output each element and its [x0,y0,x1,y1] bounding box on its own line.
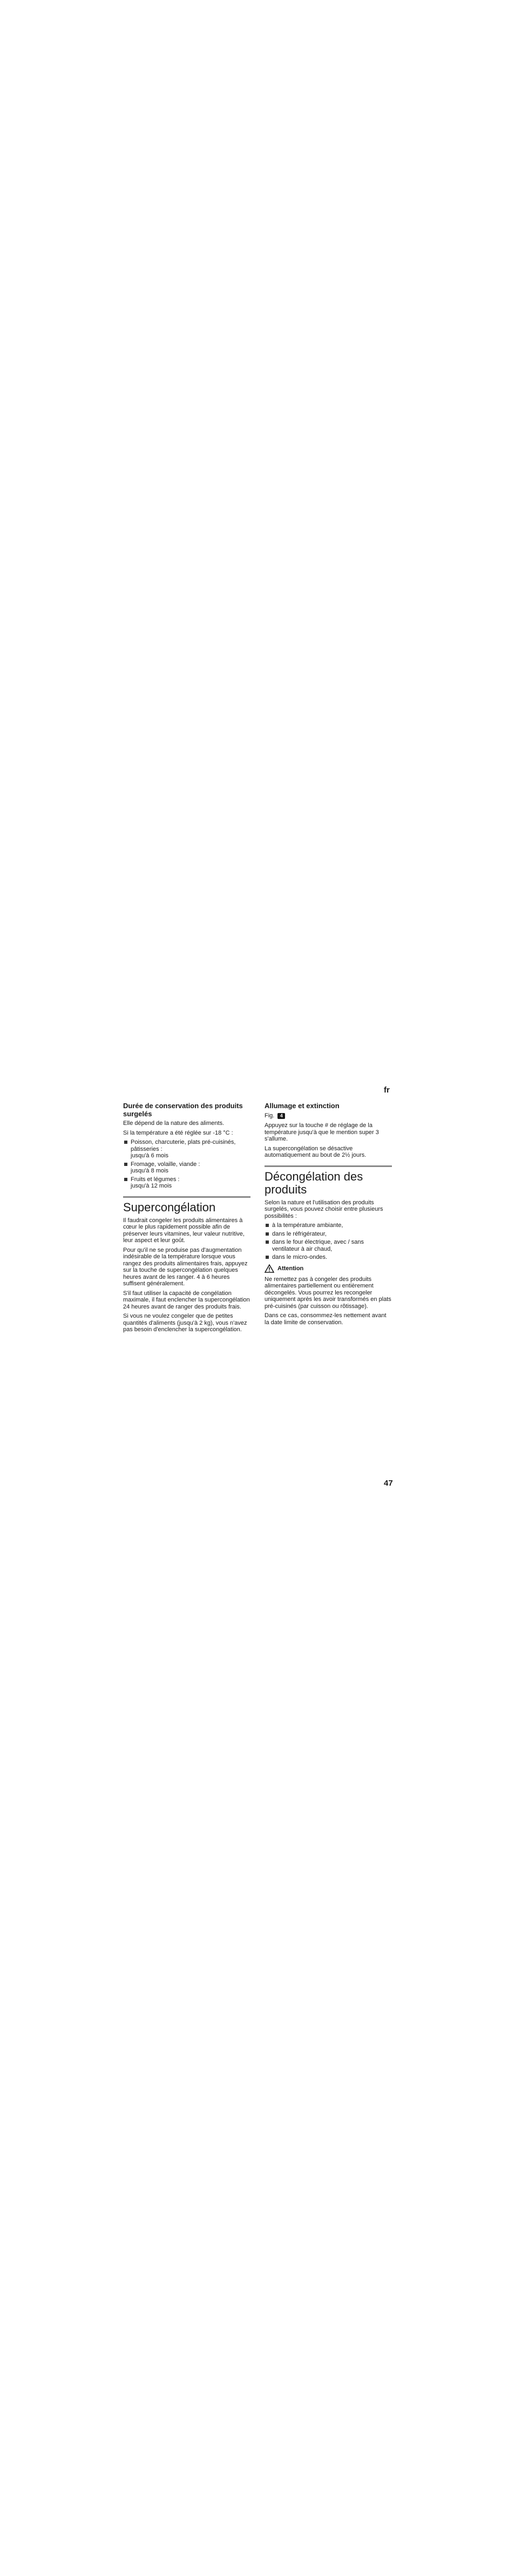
decongelation-list [265,1222,392,1261]
figure-label: Fig. [265,1112,275,1119]
list-item [265,1254,392,1261]
list-item-duration: jusqu'à 6 mois [131,1152,168,1159]
figure-number-badge: 4 [277,1113,285,1119]
list-item-label: dans le réfrigérateur, [272,1230,327,1237]
supercongelation-paragraph-4: Si vous ne voulez congeler que de petites quantités d'aliments (jusqu'à 2 kg), vous n'avez pas besoin d'enclencher la supercongélation. [123,1313,247,1333]
list-item [123,1161,250,1175]
supercongelation-paragraph-1: Il faudrait congeler les produits alimentaires à cœur le plus rapidement possible afin de préserver leurs vitamines, leur valeur nutritive, leur aspect et leur goût. [123,1217,245,1244]
attention-text: Ne remettez pas à congeler des produits alimentaires partiellement ou entièrement décongelés. Vous pourrez les recongeler uniquement après les avoir transformés en plats pré-cuisinés (par cuisson ou rôtissage). [265,1276,391,1310]
supercongelation-heading: Supercongélation [123,1200,216,1214]
bullet-icon [266,1240,269,1244]
bullet-icon [124,1163,127,1166]
language-marker: fr [384,1085,390,1095]
bullet-icon [266,1232,269,1236]
list-item [265,1231,392,1238]
supercongelation-paragraph-3: S'il faut utiliser la capacité de congélation maximale, il faut enclencher la supercongélation 24 heures avant de ranger des produits frais. [123,1290,250,1310]
attention-notice [265,1264,392,1273]
bullet-icon [124,1141,127,1144]
list-item-duration: jusqu'à 8 mois [131,1168,168,1174]
supercongelation-paragraph-2: Pour qu'il ne se produise pas d'augmentation indésirable de la température lorsque vous rangez des produits alimentaires frais, appuyez sur la touche de supercongélation quelques heures avant de les ranger. 4 à 6 heures suffisent généralement. [123,1246,248,1287]
list-item [265,1239,392,1252]
bullet-icon [266,1224,269,1227]
section-divider [123,1196,250,1198]
list-item-label: Fromage, volaille, viande : [131,1161,200,1168]
right-column [265,1102,392,1329]
list-item [123,1176,250,1190]
storage-heading: Durée de conservation des produits surgelés [123,1102,243,1118]
attention-label: Attention [277,1265,304,1272]
onoff-instruction: Appuyez sur la touche # de réglage de la température jusqu'à que le mention super 3 s'allume. [265,1122,379,1142]
onoff-auto-note: La supercongélation se désactive automatiquement au bout de 2½ jours. [265,1145,367,1158]
warning-triangle-icon [265,1264,274,1273]
list-item-label: à la température ambiante, [272,1222,343,1229]
list-item-label: Poisson, charcuterie, plats pré-cuisinés, pâtisseries : [131,1139,236,1152]
list-item-label: dans le micro-ondes. [272,1254,328,1260]
storage-temp-note: Si la température a été réglée sur -18 °C : [123,1129,233,1136]
onoff-heading: Allumage et extinction [265,1102,340,1110]
consumption-note: Dans ce cas, consommez-les nettement avant la date limite de conservation. [265,1312,387,1326]
section-divider [265,1165,392,1167]
bullet-icon [266,1256,269,1259]
list-item-duration: jusqu'à 12 mois [131,1183,172,1189]
list-item-label: dans le four électrique, avec / sans ventilateur à air chaud, [272,1239,364,1252]
storage-intro: Elle dépend de la nature des aliments. [123,1120,225,1127]
left-column [123,1102,250,1336]
list-item [123,1139,250,1159]
bullet-icon [124,1178,127,1181]
list-item-label: Fruits et légumes : [131,1176,180,1183]
figure-reference [265,1112,392,1120]
page-number: 47 [384,1479,393,1488]
list-item [265,1222,392,1229]
storage-list [123,1139,250,1190]
decongelation-intro: Selon la nature et l'utilisation des produits surgelés, vous pouvez choisir entre plusieurs possibilités : [265,1199,383,1219]
decongelation-heading: Décongélation des produits [265,1169,363,1196]
